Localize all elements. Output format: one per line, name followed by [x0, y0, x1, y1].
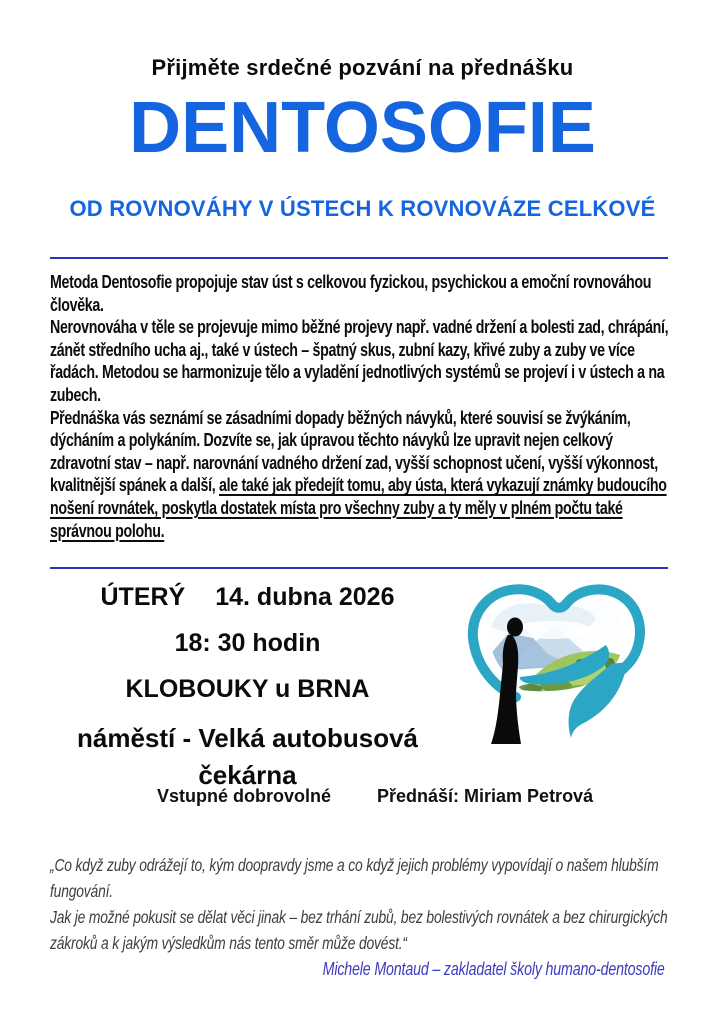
body-text: [50, 271, 671, 542]
cloud-shape: [512, 621, 592, 639]
event-day-date: [50, 583, 445, 612]
event-details: [50, 583, 445, 794]
event-city: KLOBOUKY u BRNA: [125, 675, 370, 703]
quote-block: [50, 852, 671, 982]
quote-attribution: Michele Montaud – zakladatel školy humano-dentosofie: [322, 959, 665, 979]
quote-line-1: „Co když zuby odrážejí to, kým doopravdy jsme a co když jejich problémy vypovídají o našem hlubším fungování.: [50, 855, 659, 901]
admission-row: [0, 786, 725, 812]
body-paragraph-3: [50, 407, 671, 543]
body-paragraph-3-underlined: ale také jak předejít tomu, aby ústa, která vykazují známky budoucího nošení rovnátek, poskytla dostatek místa pro všechny zuby a ty měly v plném počtu také správnou polohu.: [50, 475, 667, 541]
body-paragraph-2: Nerovnováha v těle se projevuje mimo běžné projevy např. vadné držení a bolesti zad, chrápání, zánět středního ucha aj., také v ústech – špatný skus, zubní kazy, křivé zuby a zuby ve více řadách. Metodou se harmonizuje tělo a vyladění jednotlivých systémů se projeví i v ústech a na zubech.: [50, 317, 669, 405]
body-paragraph-3-normal: Přednáška vás seznámí se zásadními dopady běžných návyků, které souvisí se žvýkáním, dýcháním a polykáním. Dozvíte se, jak úpravou těchto návyků lze upravit nejen celkový zdravotní stav – např. narovnání vadného držení zad, vyšší schopnost učení, vyšší výkonnost, kvalitnější spánek a další,: [50, 407, 658, 496]
lecturer-name: Přednáší: Miriam Petrová: [377, 786, 594, 806]
invitation-line: Přijměte srdečné pozvání na přednášku: [151, 55, 574, 80]
event-day: ÚTERÝ: [100, 583, 186, 611]
event-venue: náměstí - Velká autobusová čekárna: [76, 723, 418, 790]
body-paragraph-1: Metoda Dentosofie propojuje stav úst s celkovou fyzickou, psychickou a emoční rovnováhou člověka.: [50, 272, 652, 315]
event-time: 18: 30 hodin: [174, 629, 321, 657]
flyer-title: DENTOSOFIE: [129, 88, 596, 168]
admission-note: Vstupné dobrovolné: [157, 786, 332, 806]
flyer-subtitle: OD ROVNOVÁHY V ÚSTECH K ROVNOVÁZE CELKOVÉ: [69, 196, 656, 221]
quote-line-2: Jak je možné pokusit se dělat věci jinak – bez trhání zubů, bez bolestivých rovnátek a bez chirurgických zákroků a k jakým výsledkům nás tento směr může dovést.“: [50, 907, 668, 953]
event-date: 14. dubna 2026: [215, 583, 395, 611]
tooth-logo: [460, 574, 652, 750]
divider-top: [50, 257, 668, 259]
divider-bottom: [50, 567, 668, 569]
